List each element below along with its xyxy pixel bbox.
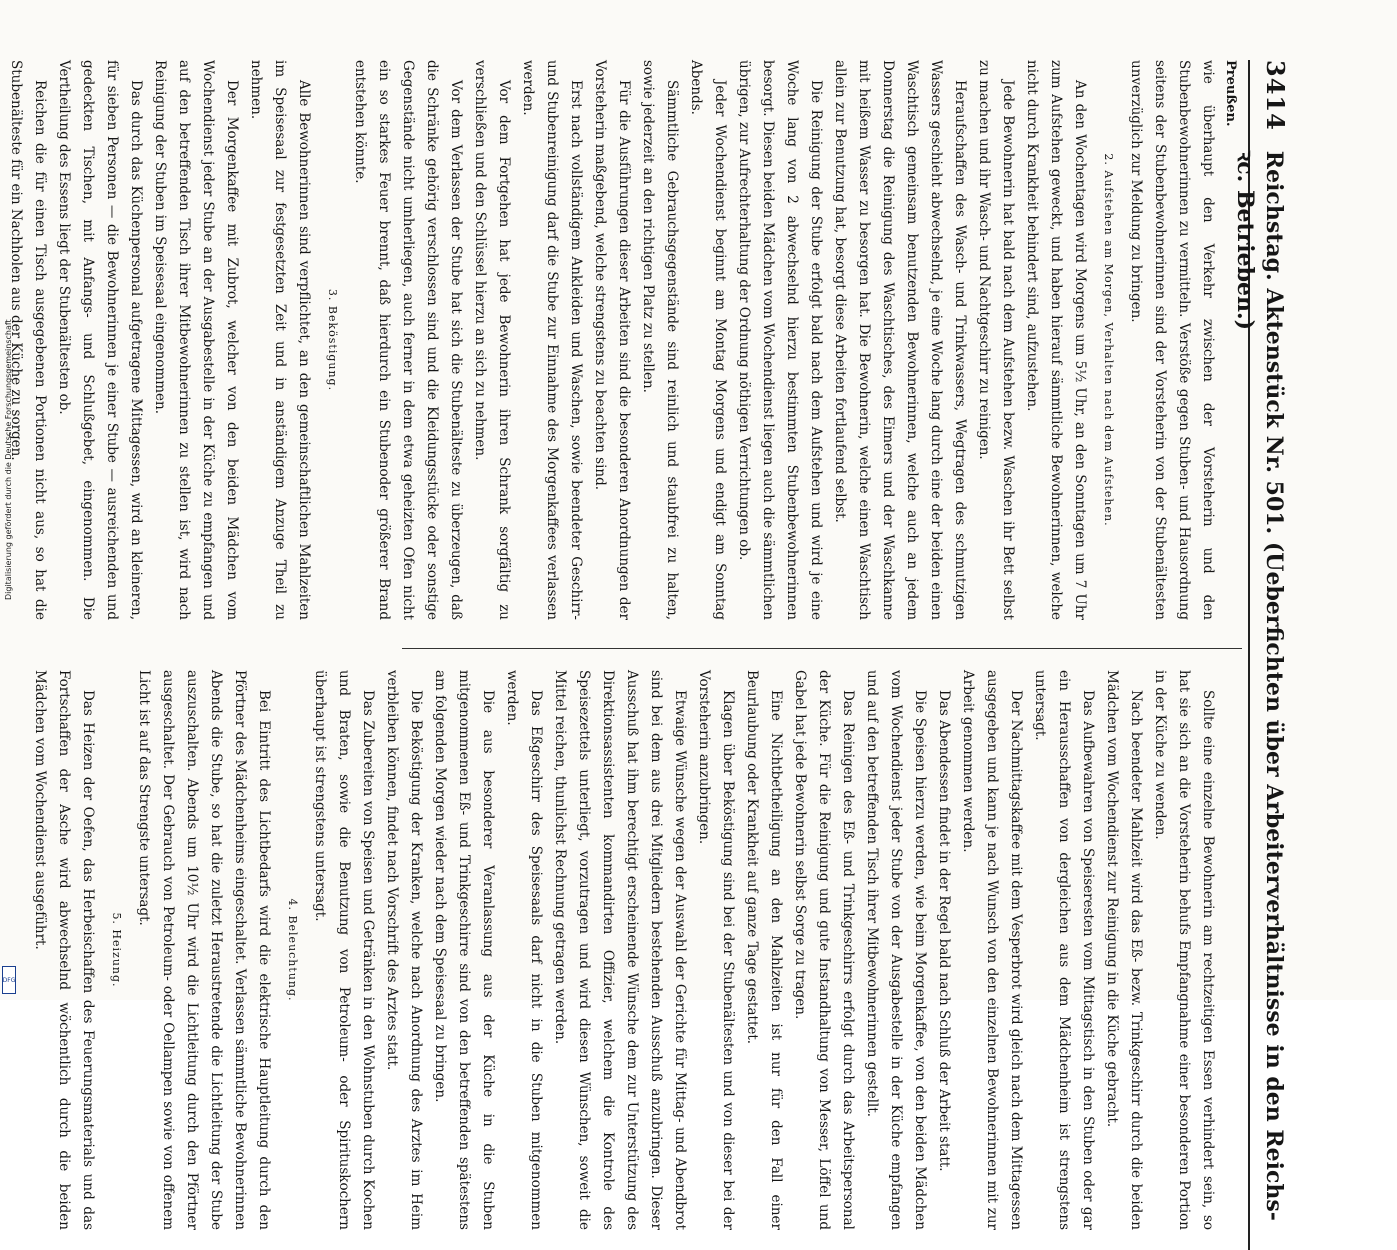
paragraph: wie überhaupt den Verkehr zwischen der Vorsteherin und den Stubenbewohnerinnen zu vermitteln. Verstöße gegen Stuben- und Hausordnung seitens der Stubenbewohnerinnen sind der Vorsteherin von der Stubenältesten unverzüglich zur Meldung zu bringen. [1128, 60, 1216, 620]
paragraph: Erst nach vollständigem Ankleiden und Waschen, sowie beendeter Geschirr- und Stubenreinigung darf die Stube zur Einnahme des Morgenkaffees verlassen werden. [520, 60, 584, 620]
paragraph: Der Nachmittagskaffee mit dem Vesperbrot wird gleich nach dem Mittagessen ausgegeben und kann je nach Wunsch von den einzelnen Bewohnerinnen mit zur Arbeit genommen werden. [960, 670, 1024, 1230]
paragraph: Das Heizen der Oefen, das Herbeischaffen des Feuerungsmaterials und das Fortschaffen der Asche wird abwechselnd wöchentlich durch die beiden Mädchen vom Wochendienst ausgeführt. [32, 670, 96, 1230]
paragraph: Das durch das Küchenpersonal aufgetragene Mittagessen, wird an kleineren, für sieben Personen — die Bewohnerinnen je einer Stube — ausreichenden und gedeckten Tischen, mit Anfangs- und Schlußgebet, eingenommen. Die Vertheilung des Essens liegt der Stubenältesten ob. [56, 60, 144, 620]
paragraph: Reichen die für einen Tisch ausgegebenen Portionen nicht aus, so hat die Stubenälteste für ein Nachholen aus der Küche zu sorgen. [8, 60, 48, 620]
subheading: 4. Beleuchtung. [286, 898, 299, 1002]
paragraph: Eine Nichtbetheiligung an den Mahlzeiten ist nur für den Fall einer Beurlaubung oder Krankheit auf ganze Tage gestattet. [744, 670, 784, 1230]
paragraph: Etwaige Wünsche wegen der Auswahl der Gerichte für Mittag- und Abendbrot sind bei dem aus drei Mitgliedern bestehenden Ausschuß anzubringen. Dieser Ausschuß hat ihm berechtigt erscheinende Wünsche dem zur Unterstützung des Direktionsassistenten kommandirten Offizier, welchem die Kontrole des Speisezettels unterliegt, vorzutragen und wird diesen Wünschen, soweit die Mittel reichen, thunlichst Rechnung getragen werden. [552, 670, 688, 1230]
paragraph: Heraufschaffen des Wasch- und Trinkwassers, Wegtragen des schmutzigen Wassers geschieht abwechselnd, je eine Woche lang durch eine der beiden einen Waschtisch gemeinsam benutzenden Bewohnerinnen, welche auch an jedem Donnerstag die Reinigung des Waschtisches, des Eimers und der Waschkanne mit heißem Wasser zu besorgen hat. Die Bewohnerin, welche einen Waschtisch allein zur Benutzung hat, besorgt diese Arbeiten fortlaufend selbst. [832, 60, 968, 620]
paragraph: Die Beköstigung der Kranken, welche nach Anordnung des Arztes im Heim verbleiben können, findet nach Vorschrift des Arztes statt. [384, 670, 424, 1230]
paragraph: Das Aufbewahren von Speiseresten vom Mittagstisch in den Stuben oder gar ein Herausschaffen von dergleichen aus dem Mädchenheim ist strengstens untersagt. [1032, 670, 1096, 1230]
paragraph: Das Reinigen des Eß- und Trinkgeschirrs erfolgt durch das Arbeitspersonal der Küche. Für die Reinigung und gute Instandhaltung von Messer, Löffel und Gabel hat jede Bewohnerin selbst Sorge zu tragen. [792, 670, 856, 1230]
paragraph: Bei Eintritt des Lichtbedarfs wird die elektrische Hauptleitung durch den Pförtner des Mädchenheims eingeschaltet. Verlassen sämmtliche Bewohnerinnen Abends die Stube, so hat die zuletzt Heraustretende die Lichtleitung der Stube auszuschalten. Abends um 10½ Uhr wird die Lichtleitung durch den Pförtner ausgeschaltet. Der Gebrauch von Petroleum- oder Oellampen sowie von offenem Licht ist auf das Strengste untersagt. [136, 670, 272, 1230]
paragraph: Die Reinigung der Stube erfolgt bald nach dem Aufstehen und wird je eine Woche lang von 2 abwechselnd hierzu bestimmten Stubenbewohnerinnen besorgt. Diesen beiden Mädchen vom Wochendienst liegen auch die sämmtlichen übrigen, zur Aufrechterhaltung der Ordnung nöthigen Verrichtungen ob. [736, 60, 824, 620]
paragraph: Der Morgenkaffee mit Zubrot, welcher von den beiden Mädchen vom Wochendienst jeder Stube an der Ausgabestelle in der Küche zu empfangen und auf den betreffenden Tisch ihrer Mitbewohnerinnen zu stellen ist, wird nach Reinigung der Stuben im Speisesaal eingenommen. [152, 60, 240, 620]
paragraph: Sämmtliche Gebrauchsgegenstände sind reinlich und staubfrei zu halten, sowie jederzeit an den richtigen Platz zu stellen. [640, 60, 680, 620]
dfg-logo: DFG [2, 966, 16, 994]
section-label: Preußen. [1223, 60, 1238, 127]
column-divider [402, 648, 1242, 649]
paragraph: Vor dem Fortgehen hat jede Bewohnerin ihren Schrank sorgfältig zu verschließen und den Schlüssel hierzu an sich zu nehmen. [472, 60, 512, 620]
subheading: 5. Heizung. [110, 912, 123, 988]
right-column [32, 670, 1220, 1230]
paragraph: Das Abendessen findet in der Regel bald nach Schluß der Arbeit statt. [936, 690, 952, 1172]
paragraph: Alle Bewohnerinnen sind verpflichtet, an den gemeinschaftlichen Mahlzeiten im Speisesaal zur festgesetzten Zeit und in anständigem Anzuge Theil zu nehmen. [248, 60, 312, 620]
paragraph: Jede Bewohnerin hat bald nach dem Aufstehen bezw. Waschen ihr Bett selbst zu machen und ihr Wasch- und Nachtgeschirr zu reinigen. [976, 60, 1016, 620]
paragraph: Das Eßgeschirr des Speisesaals darf nicht in die Stuben mitgenommen werden. [504, 670, 544, 1230]
subheading: 2. Aufstehen am Morgen, Verhalten nach dem Aufstehen. [1102, 153, 1115, 527]
paragraph: Das Zubereiten von Speisen und Getränken in den Wohnstuben durch Kochen und Braten, sowie die Benutzung von Petroleum- oder Spirituskochern überhaupt ist strengstens untersagt. [312, 670, 376, 1230]
paragraph: An den Wochentagen wird Morgens um 5½ Uhr, an den Sonntagen um 7 Uhr zum Aufstehen geweckt, und haben hierauf sämmtliche Bewohnerinnen, welche nicht durch Krankheit behindert sind, aufzustehen. [1024, 60, 1088, 620]
page-title: Reichstag. Aktenstück Nr. 501. (Ueberfichten über Arbeiterverhältnisse in den Reichs- ꝛc. Betrieben.) [1232, 150, 1287, 1221]
paragraph: Vor dem Verlassen der Stube hat sich die Stubenälteste zu überzeugen, daß die Schränke gehörig verschlossen sind und die Kleidungsstücke oder sonstige Gegenstände nicht umherliegen, auch ferner in dem etwa geheizten Ofen nicht ein so starkes Feuer brennt, daß hierdurch ein Stubenoder größerer Brand entstehen könnte. [352, 60, 464, 620]
paragraph: Nach beendeter Mahlzeit wird das Eß- bezw. Trinkgeschirr durch die beiden Mädchen vom Wochendienst zur Reinigung in die Küche gebracht. [1104, 670, 1144, 1230]
paragraph: Die aus besonderer Veranlassung aus der Küche in die Stuben mitgenommenen Eß- und Trinkgeschirre sind von den betreffenden spätestens am folgenden Morgen wieder nach dem Speisesaal zu bringen. [432, 670, 496, 1230]
paragraph: Die Speisen hierzu werden, wie beim Morgenkaffee, von den beiden Mädchen vom Wochendienst jeder Stube von der Ausgabestelle in der Küche empfangen und auf den betreffenden Tisch ihrer Mitbewohnerinnen gestellt. [864, 670, 928, 1230]
subheading: 3. Beköstigung. [326, 288, 339, 392]
paragraph: Jeder Wochendienst beginnt am Montag Morgens und endigt am Sonntag Abends. [688, 60, 728, 620]
paragraph: Für die Ausführungen dieser Arbeiten sind die besonderen Anordnungen der Vorsteherin maßgebend, welche strengstens zu beachten sind. [592, 60, 632, 620]
running-header [1232, 60, 1290, 1250]
paragraph: Sollte eine einzelne Bewohnerin am rechtzeitigen Essen verhindert sein, so hat sie sich an die Vorsteherin behufs Empfangnahme einer besonderen Portion in der Küche zu wenden. [1152, 670, 1216, 1230]
page-number: 3414 [1261, 60, 1290, 131]
paragraph: Klagen über Beköstigung sind bei der Stubenältesten und von dieser bei der Vorsteherin anzubringen. [696, 670, 736, 1230]
digitization-credit: Digitalisierung gefördert durch die Deutsche Forschungsgemeinschaft [4, 319, 13, 600]
